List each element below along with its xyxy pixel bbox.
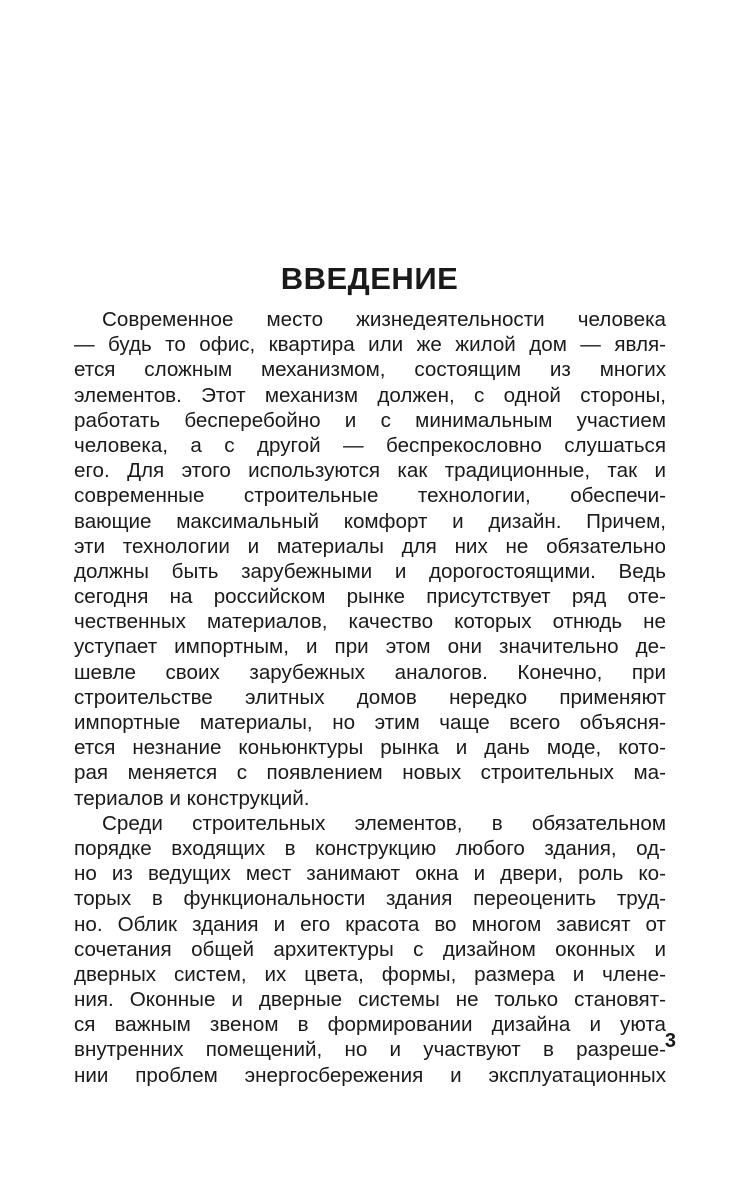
text-line: ся важным звеном в формировании дизайна и уюта	[74, 1013, 666, 1037]
text-line: торых в функциональности здания переоценить труд-	[74, 887, 666, 911]
text-line: чественных материалов, качество которых отнюдь не	[74, 610, 666, 634]
text-line: импортные материалы, но этим чаще всего объясня-	[74, 711, 666, 734]
text-line: нии проблем энергосбережения и эксплуатационных	[74, 1063, 666, 1087]
text-line: элементов. Этот механизм должен, с одной стороны,	[74, 383, 666, 407]
text-line: вающие максимальный комфорт и дизайн. Причем,	[74, 509, 666, 533]
text-line: внутренних помещений, но и участвуют в разреше-	[74, 1038, 666, 1062]
text-line: человека, а с другой — беспрекословно слушаться	[74, 433, 666, 457]
text-line: — будь то офис, квартира или же жилой дом — явля-	[74, 333, 666, 357]
text-line: должны быть зарубежными и дорогостоящими. Ведь	[74, 559, 666, 583]
text-line: ется незнание коньюнктуры рынка и дань моде, кото-	[74, 736, 666, 760]
text-line: порядке входящих в конструкцию любого здания, од-	[74, 836, 666, 860]
text-line: современные строительные технологии, обеспечи-	[74, 484, 666, 508]
text-line: но. Облик здания и его красота во многом зависят от	[74, 912, 666, 936]
page-number: 3	[664, 1030, 676, 1052]
text-line: работать бесперебойно и с минимальным участием	[74, 408, 666, 432]
body-text	[74, 307, 666, 1088]
paragraph-1	[74, 307, 666, 811]
paragraph-2	[74, 811, 666, 1088]
text-line: Среди строительных элементов, в обязательном	[102, 811, 666, 835]
text-line: шевле своих зарубежных аналогов. Конечно, при	[74, 660, 666, 684]
text-line: но из ведущих мест занимают окна и двери, роль ко-	[74, 862, 666, 886]
text-line: териалов и конструкций.	[74, 786, 310, 810]
text-line: эти технологии и материалы для них не обязательно	[74, 534, 666, 558]
text-line: строительстве элитных домов нередко применяют	[74, 685, 666, 709]
text-line: сочетания общей архитектуры с дизайном оконных и	[74, 937, 666, 961]
text-line: ется сложным механизмом, состоящим из многих	[74, 358, 666, 382]
text-line: сегодня на российском рынке присутствует ряд оте-	[74, 585, 666, 609]
text-line: уступает импортным, и при этом они значительно де-	[74, 635, 666, 659]
text-line: дверных систем, их цвета, формы, размера и члене-	[74, 962, 666, 986]
text-line: рая меняется с появлением новых строительных ма-	[74, 761, 666, 785]
text-line: Современное место жизнедеятельности человека	[102, 308, 666, 331]
text-line: ния. Оконные и дверные системы не только становят-	[74, 988, 666, 1012]
page-title: ВВЕДЕНИЕ	[280, 260, 459, 296]
text-line: его. Для этого используются как традиционные, так и	[74, 459, 666, 483]
